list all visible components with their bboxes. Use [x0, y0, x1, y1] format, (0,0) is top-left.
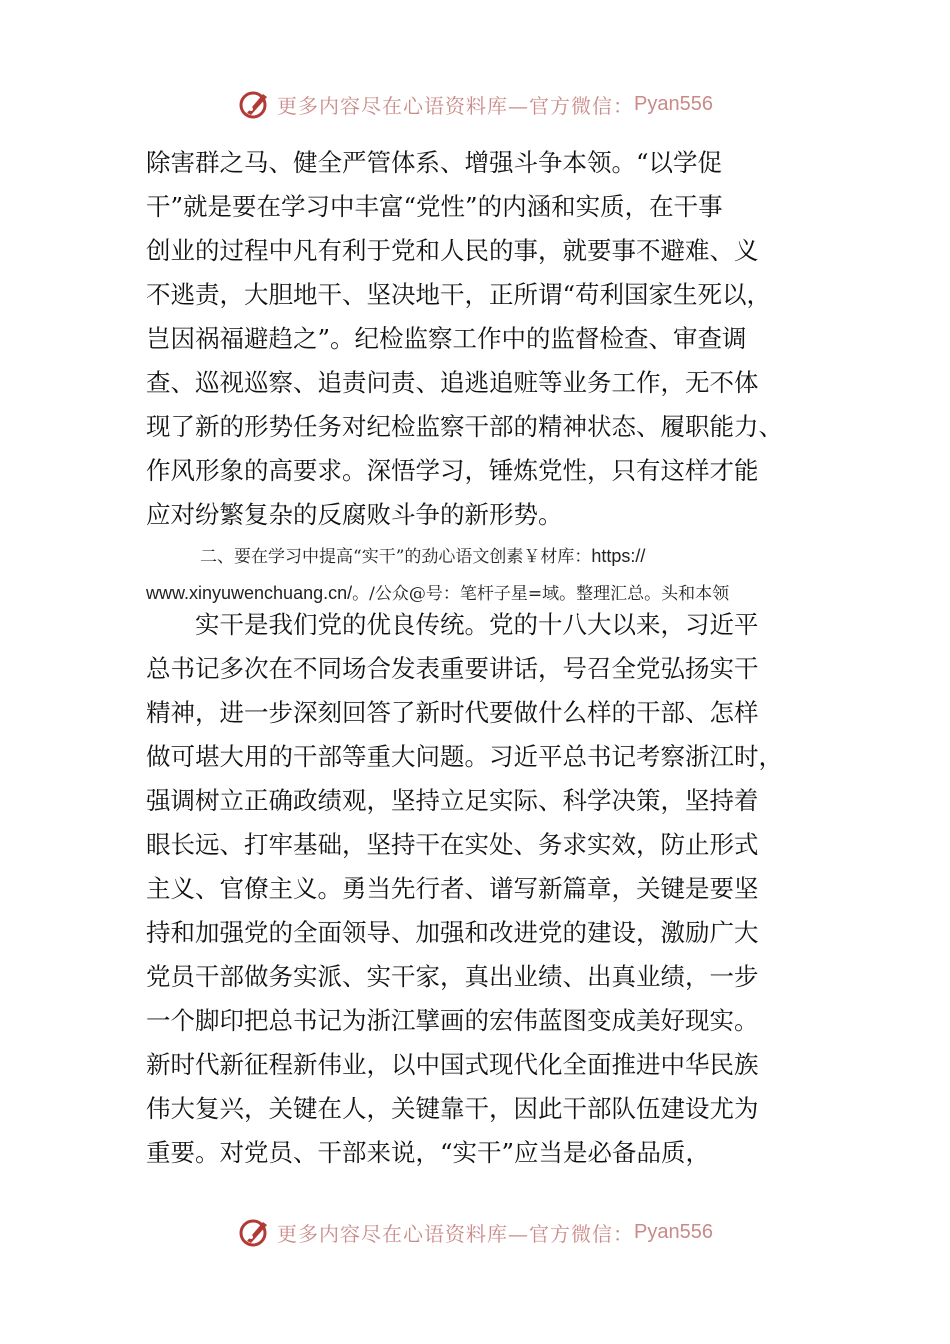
text-line: 伟大复兴，关键在人，关键靠干，因此干部队伍建设尤为 — [146, 1094, 759, 1123]
text-line: 应对纷繁复杂的反腐败斗争的新形势。 — [146, 500, 563, 529]
text-line: 精神，进一步深刻回答了新时代要做什么样的干部、怎样 — [146, 698, 759, 727]
heading-url: www.xinyuwenchuang.cn/ — [146, 583, 353, 603]
pen-nib-logo-icon — [237, 1214, 273, 1250]
pen-nib-logo-icon — [237, 86, 273, 122]
text-line: 创业的过程中凡有利于党和人民的事，就要事不避难、义 — [146, 236, 759, 265]
text-line: 查、巡视巡察、追责问责、追逃追赃等业务工作，无不体 — [146, 368, 759, 397]
text-line: 做可堪大用的干部等重大问题。习近平总书记考察浙江时， — [146, 742, 783, 771]
text-line: 干”就是要在学习中丰富“党性”的内涵和实质，在干事 — [146, 192, 723, 221]
text-line: 眼长远、打牢基础，坚持干在实处、务求实效，防止形式 — [146, 830, 759, 859]
paragraph-1 — [146, 141, 806, 537]
heading-line-1 — [146, 538, 826, 575]
banner-text: 更多内容尽在心语资料库—官方微信： — [277, 93, 635, 118]
heading-url-part: https:// — [591, 546, 646, 566]
text-line: 作风形象的高要求。深悟学习，锤炼党性，只有这样才能 — [146, 456, 759, 485]
header-banner — [0, 84, 950, 124]
text-line: 不逃责，大胆地干、坚决地干，正所谓“苟利国家生死以， — [146, 280, 772, 309]
banner-wechat-handle: Pyan556 — [634, 92, 713, 115]
text-line: 强调树立正确政绩观，坚持立足实际、科学决策，坚持着 — [146, 786, 759, 815]
text-line: 除害群之马、健全严管体系、增强斗争本领。“以学促 — [146, 148, 723, 177]
text-line: 主义、官僚主义。勇当先行者、谱写新篇章，关键是要坚 — [146, 874, 759, 903]
paragraph-2 — [146, 603, 806, 1175]
footer-banner — [0, 1212, 950, 1252]
section-heading — [146, 538, 826, 612]
text-line: 一个脚印把总书记为浙江擘画的宏伟蓝图变成美好现实。 — [146, 1006, 759, 1035]
banner-wechat-handle: Pyan556 — [634, 1220, 713, 1243]
heading-text: 二、要在学习中提高“实干”的劲心语文创素￥材库： — [200, 547, 592, 567]
banner-text: 更多内容尽在心语资料库—官方微信： — [277, 1221, 635, 1246]
text-line: 重要。对党员、干部来说，“实干”应当是必备品质， — [146, 1138, 711, 1167]
text-line: 新时代新征程新伟业，以中国式现代化全面推进中华民族 — [146, 1050, 759, 1079]
text-line: 岂因祸福避趋之”。纪检监察工作中的监督检查、审查调 — [146, 324, 747, 353]
heading-text-tail: 。/公众@号：笔杆子星=域。整理汇总。头和本领 — [352, 584, 730, 604]
text-line: 实干是我们党的优良传统。党的十八大以来，习近平 — [146, 610, 759, 639]
text-line: 党员干部做务实派、实干家，真出业绩、出真业绩，一步 — [146, 962, 759, 991]
text-line: 现了新的形势任务对纪检监察干部的精神状态、履职能力、 — [146, 412, 783, 441]
text-line: 总书记多次在不同场合发表重要讲话，号召全党弘扬实干 — [146, 654, 759, 683]
text-line: 持和加强党的全面领导、加强和改进党的建设，激励广大 — [146, 918, 759, 947]
